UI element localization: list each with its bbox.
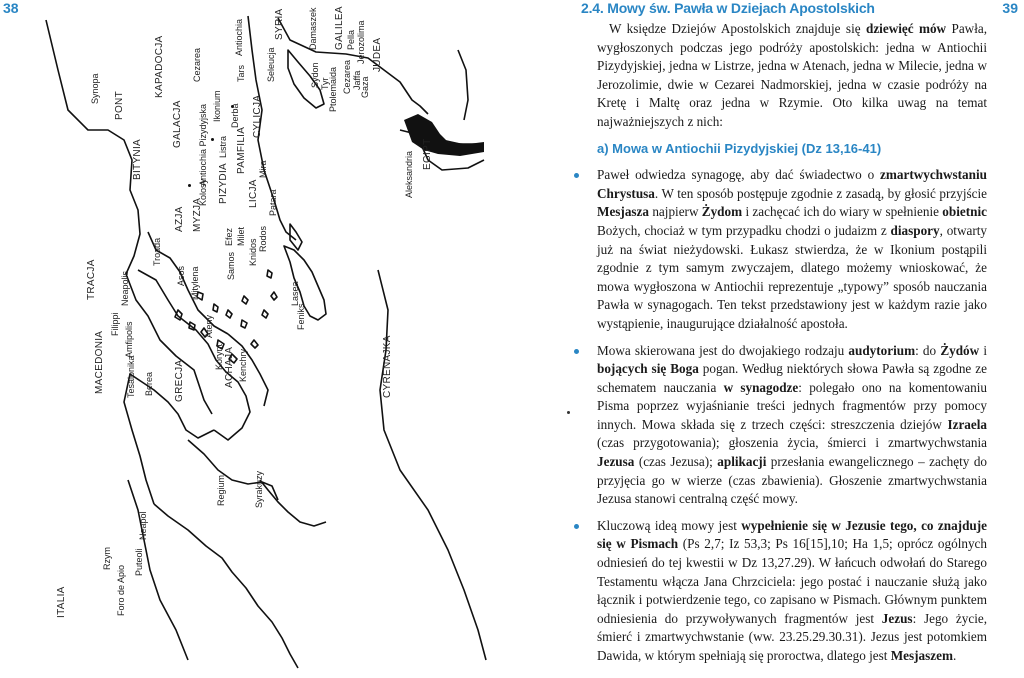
article-text	[597, 20, 987, 674]
bold-text: aplikacji	[717, 454, 767, 470]
map-label: Rzym	[102, 547, 112, 570]
map-label: TRACJA	[86, 259, 97, 300]
map-label: Cezarea	[192, 47, 202, 82]
map-label: PAMFILIA	[236, 126, 247, 174]
bullet-item	[597, 517, 987, 666]
map-label: Ateny	[204, 314, 214, 338]
text-span: W księdze Dziejów Apostolskich znajduje się	[609, 21, 866, 36]
map-label: PONT	[114, 91, 125, 120]
text-span: Bożych, chociaż w tym przypadku chodzi o judaizm z	[597, 222, 891, 238]
map-label: ACHAJA	[224, 346, 235, 388]
map-label: Kolosy	[198, 178, 208, 206]
map-label: Tyr	[320, 77, 330, 90]
bold-text: Żydom	[701, 204, 743, 220]
map-label: Gaza	[360, 76, 370, 98]
map-label: Derba	[230, 103, 240, 128]
map-label: Feniks	[296, 303, 306, 330]
map-label: Cezarea	[342, 59, 352, 94]
bold-text: Mesjasza	[597, 204, 649, 220]
map-label: PIZYDIA	[218, 163, 229, 204]
bullet-marker	[574, 349, 579, 354]
map-label: Rodos	[258, 225, 268, 252]
map-label: Tesalonika	[126, 355, 136, 398]
city-marker-kolosy	[188, 184, 191, 187]
map-label: Ptolemaida	[328, 66, 338, 112]
bullet-marker	[574, 524, 579, 529]
map-label: MYZJA	[192, 197, 203, 232]
map-label: Berea	[144, 371, 154, 396]
text-span: i zachęcać ich do wiary w spełnienie	[742, 204, 943, 220]
map-label: SYRIA	[274, 8, 285, 40]
map-label: Sydon	[310, 62, 320, 88]
map-label: Antiochia Pizydyjska	[198, 103, 208, 186]
map-label: Puteoli	[134, 548, 144, 576]
text-span: Kluczową ideą mowy jest	[597, 517, 742, 533]
bold-text: Żydów	[940, 342, 980, 358]
map-label: Aleksandria	[404, 150, 414, 198]
map-label: Seleucja	[266, 47, 276, 82]
map-label: Regium	[216, 474, 226, 506]
page-header: 2.4. Mowy św. Pawła w Dziejach Apostolskich	[581, 0, 875, 16]
text-span: (Ps 2,7; Iz 53,3; Ps 16[15],10; Ha 1,5; oprócz ogólnych odniesień do tej kwestii w Dz 13,27.29). W łańcuch odwołań do Starego Testamentu włącza Jana Chrzciciela: jego postać i nauczanie służą jako łącznik i potwierdzenie tego, co zapisano w Pismach. Głównym punktem odniesienia do przywoływanych fragmentów jest	[597, 536, 988, 626]
map-label: CYLICJA	[252, 94, 263, 138]
text-span: : polegało ono na komentowaniu Pisma poprzez wyjaśnianie treści jednych fragmentów przy pomocy innych. Mowa składa się z trzech części: streszczenia dziejów	[597, 379, 988, 432]
map-label: MACEDONIA	[94, 330, 105, 394]
map-label: Neapol	[138, 511, 148, 540]
map-label: Foro de Apio	[116, 564, 126, 616]
map-label: Samos	[226, 251, 236, 280]
map-label: Syrakuzy	[254, 470, 264, 508]
map-label: JUDEA	[372, 37, 383, 72]
bold-text: wypełnienie się w Jezusie tego, co znajduje się w Pismach	[597, 517, 987, 552]
bold-text: diaspory	[890, 222, 940, 238]
text-span: Paweł odwiedza synagogę, aby dać świadectwo o	[597, 167, 881, 183]
bullet-item	[597, 166, 987, 333]
map-label: Synopa	[90, 73, 100, 104]
text-span: (czas przygotowania); głoszenia życia, śmierci i zmartwychwstania	[597, 435, 987, 451]
text-span: i	[979, 342, 987, 358]
bold-text: w synagodze	[723, 379, 799, 395]
map-label: Mira	[258, 160, 268, 178]
map-label: Antiochia	[234, 18, 244, 56]
map-label: GALILEA	[334, 6, 345, 50]
text-span: , otwarty już na świat nieżydowski. Łukasz stwierdza, że w Ikonium postąpili zgodnie z tym samym zwyczajem, dlatego możemy wnioskować, że mowa wygłoszona w Antiochii reprezentuje „typowy” sposób nauczania Pawła w synagogach. Ten tekst przedstawiony jest w każdym razie jako wystąpienie, inaugurujące działalność apostoła.	[597, 222, 987, 331]
text-span: Pawła, wygłoszonych podczas jego podróży apostolskich: jedna w Antiochii Pizydyjskiej, jedna w Listrze, jedna w Atenach, jedna w Milecie, jedna w Jerozolimie, dwie w Cezarei Nadmorskiej, jedna w czasie podróży na Kretę i Maltę oraz jedna w Rzymie. Oto kilka uwag na temat najważniejszych z nich:	[597, 21, 988, 129]
bold-text: dziewięć mów	[865, 21, 947, 36]
map-label: GRECJA	[174, 359, 185, 402]
map-label: Tars	[236, 64, 246, 82]
bold-text: zmartwychwstaniu Chrystusa	[597, 167, 987, 201]
text-span: .	[952, 648, 957, 663]
map-label: Amfipolis	[124, 321, 134, 358]
map-label: Asos	[176, 265, 186, 286]
map-label: ITALIA	[56, 586, 67, 618]
map-label: Lasea	[290, 281, 300, 306]
text-span: Mowa skierowana jest do dwojakiego rodzaju	[597, 342, 849, 358]
map-label: Neapolis	[120, 270, 130, 306]
map-label: Damaszek	[308, 7, 318, 50]
bold-text: bojących się Boga	[597, 361, 699, 377]
map-label: AZJA	[174, 206, 185, 232]
map-label: LICJA	[248, 179, 259, 208]
text-span: najpierw	[649, 204, 702, 220]
map-label: GALACJA	[172, 100, 183, 148]
page-number-right: 39	[1002, 0, 1018, 16]
map-label: Korynt	[214, 343, 224, 370]
text-span: (czas Jezusa);	[634, 454, 718, 470]
map-label: Patara	[268, 189, 278, 216]
bold-text: Jezus	[881, 610, 913, 626]
bullet-marker	[574, 173, 579, 178]
map-label: Jerozolima	[356, 20, 366, 64]
bold-text: Izraela	[947, 416, 987, 432]
bullet-item	[597, 342, 987, 509]
bold-text: audytorium	[848, 342, 916, 358]
margin-dot	[567, 411, 570, 414]
map-label: Filippi	[110, 312, 120, 336]
map-label: Troada	[152, 237, 162, 266]
map-label: Milet	[236, 226, 246, 246]
section-subheading: a) Mowa w Antiochii Pizydyjskiej (Dz 13,16-41)	[597, 140, 882, 156]
text-span: pogan. Według niektórych słowa Pawła są zgodne ze schematem nauczania	[597, 361, 987, 395]
text-span: . W ten sposób postępuje zgodnie z zasadą, by głosić przyjście	[654, 185, 987, 201]
map-label: Mitylena	[190, 266, 200, 300]
map-label: Ikonium	[212, 90, 222, 122]
intro-paragraph	[597, 20, 987, 132]
map-label: Efez	[224, 227, 234, 246]
text-span: przesłania ewangelicznego – zachęty do przyjęcia go w wierze (czas zbawienia). Głoszenie zmartwychwstania Jezusa stanowi centralną część mowy.	[597, 454, 988, 507]
map-label: CYRENAJKA	[382, 335, 393, 398]
bold-text: Mesjaszem	[890, 648, 953, 663]
map-label: BITYNIA	[132, 139, 143, 180]
map-label: Jaffa	[352, 70, 362, 90]
city-marker-listra	[211, 138, 214, 141]
bold-text: obietnic	[942, 204, 987, 220]
map-label: EGIPT	[422, 138, 433, 170]
map-label: Knidos	[248, 238, 258, 266]
mediterranean-map	[28, 6, 488, 670]
bold-text: Jezusa	[597, 454, 635, 470]
map-label: KAPADOCJA	[154, 35, 165, 98]
map-label: Kenchry	[238, 348, 248, 382]
map-label: Listra	[218, 135, 228, 158]
text-span: : Jego życie, śmierć i zmartwychwstanie (ww. 23.25.29.30.31). Jezus jest potomkiem Dawida, w którym spełniają się proroctwa, dlatego jest	[597, 610, 988, 663]
page-number-left: 38	[3, 0, 19, 16]
map-label: Pella	[346, 29, 356, 50]
text-span: : do	[915, 342, 941, 358]
